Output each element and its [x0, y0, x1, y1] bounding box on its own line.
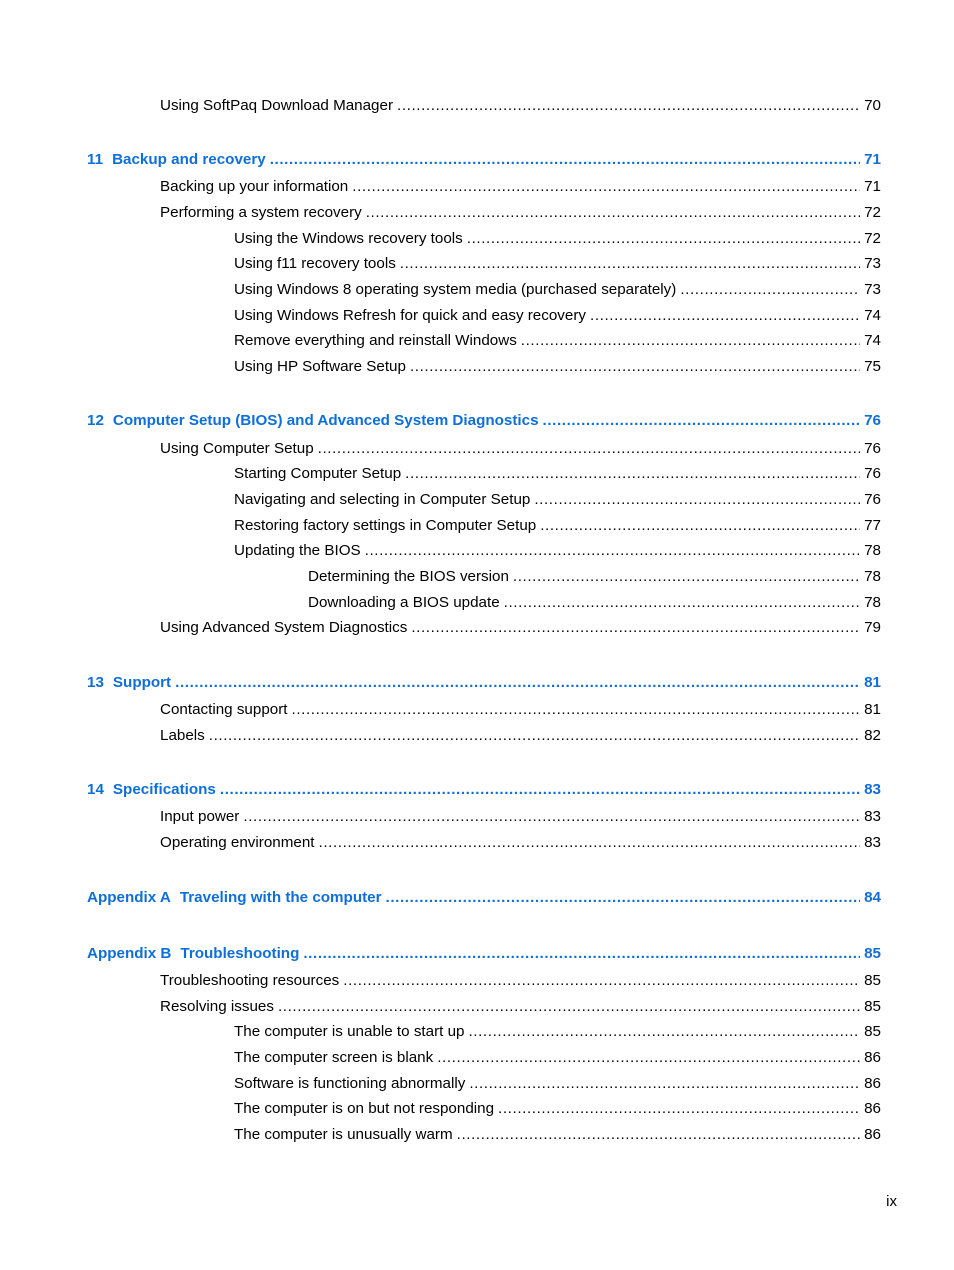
toc-entry[interactable]	[234, 1125, 881, 1145]
toc-page-number: 85	[864, 998, 881, 1015]
toc-entry[interactable]	[234, 331, 881, 351]
toc-entry[interactable]	[160, 700, 881, 720]
toc-entry[interactable]	[234, 464, 881, 484]
toc-dot-leader	[343, 971, 860, 991]
toc-entry-title: The computer is unusually warm	[234, 1126, 453, 1143]
toc-entry[interactable]	[160, 439, 881, 459]
toc-dot-leader	[534, 490, 860, 510]
toc-dot-leader	[411, 618, 860, 638]
toc-page-number: 85	[864, 1023, 881, 1040]
toc-entry-title: Contacting support	[160, 701, 288, 718]
page-folio: ix	[886, 1193, 897, 1210]
toc-entry-title: Downloading a BIOS update	[308, 594, 500, 611]
toc-page-number: 77	[864, 517, 881, 534]
toc-appendix-number: Appendix B	[87, 945, 172, 962]
toc-entry-title: Navigating and selecting in Computer Setup	[234, 491, 531, 508]
toc-entry[interactable]	[160, 997, 881, 1017]
toc-entry[interactable]	[160, 971, 881, 991]
toc-page-number: 83	[864, 781, 881, 798]
toc-dot-leader	[397, 96, 860, 116]
toc-entry[interactable]	[160, 726, 881, 746]
toc-page-number: 78	[864, 568, 881, 585]
toc-entry-title: Resolving issues	[160, 998, 274, 1015]
toc-entry-title: Using Windows 8 operating system media (purchased separately)	[234, 281, 677, 298]
toc-page-number: 82	[864, 727, 881, 744]
toc-entry[interactable]	[234, 1099, 881, 1119]
toc-entry-title: Input power	[160, 808, 240, 825]
toc-chapter-link[interactable]	[87, 673, 881, 693]
toc-entry[interactable]	[234, 516, 881, 536]
toc-dot-leader	[209, 726, 860, 746]
toc-entry[interactable]	[308, 593, 881, 613]
toc-page-number: 72	[864, 230, 881, 247]
toc-page-number: 76	[864, 491, 881, 508]
toc-page-number: 85	[864, 945, 881, 962]
toc-page-number: 76	[864, 440, 881, 457]
toc-entry[interactable]	[234, 229, 881, 249]
toc-dot-leader	[175, 673, 860, 693]
toc-dot-leader	[220, 780, 860, 800]
toc-entry-title: Using Advanced System Diagnostics	[160, 619, 408, 636]
toc-entry[interactable]	[234, 306, 881, 326]
toc-dot-leader	[292, 700, 861, 720]
toc-entry-title: Using Windows Refresh for quick and easy recovery	[234, 307, 586, 324]
toc-dot-leader	[457, 1125, 860, 1145]
toc-entry-title: Determining the BIOS version	[308, 568, 509, 585]
toc-dot-leader	[467, 229, 860, 249]
toc-entry-title: Updating the BIOS	[234, 542, 361, 559]
toc-entry[interactable]	[160, 177, 881, 197]
toc-page-number: 71	[864, 151, 881, 168]
toc-page-number: 74	[864, 332, 881, 349]
toc-dot-leader	[513, 567, 860, 587]
toc-entry-title: The computer is unable to start up	[234, 1023, 465, 1040]
toc-appendix-link[interactable]	[87, 944, 881, 964]
toc-chapter-number: 12	[87, 412, 104, 429]
toc-entry-title: Backing up your information	[160, 178, 349, 195]
toc-entry[interactable]	[160, 203, 881, 223]
toc-entry-title: Remove everything and reinstall Windows	[234, 332, 517, 349]
toc-appendix-link[interactable]	[87, 888, 881, 908]
toc-page-number: 81	[864, 701, 881, 718]
toc-dot-leader	[521, 331, 860, 351]
toc-dot-leader	[543, 411, 861, 431]
toc-chapter-number: 11	[87, 151, 104, 168]
toc-entry[interactable]	[234, 254, 881, 274]
toc-chapter-link[interactable]	[87, 150, 881, 170]
toc-dot-leader	[504, 593, 860, 613]
toc-appendix-title: Troubleshooting	[180, 945, 300, 962]
toc-entry-title: Troubleshooting resources	[160, 972, 340, 989]
toc-dot-leader	[270, 150, 860, 170]
toc-page-number: 76	[864, 465, 881, 482]
toc-entry[interactable]	[234, 1048, 881, 1068]
toc-page-number: 86	[864, 1075, 881, 1092]
toc-chapter-number: 14	[87, 781, 104, 798]
toc-chapter-title: Computer Setup (BIOS) and Advanced System Diagnostics	[112, 412, 539, 429]
toc-page-number: 76	[864, 412, 881, 429]
toc-dot-leader	[498, 1099, 860, 1119]
toc-page-number: 85	[864, 972, 881, 989]
toc-page-number: 72	[864, 204, 881, 221]
toc-entry-title: Software is functioning abnormally	[234, 1075, 466, 1092]
toc-page-number: 78	[864, 542, 881, 559]
toc-entry-title: Operating environment	[160, 834, 315, 851]
toc-dot-leader	[405, 464, 860, 484]
toc-chapter-link[interactable]	[87, 411, 881, 431]
toc-dot-leader	[680, 280, 860, 300]
toc-entry-title: Using HP Software Setup	[234, 358, 406, 375]
toc-page-number: 84	[864, 889, 881, 906]
toc-entry[interactable]	[234, 541, 881, 561]
toc-entry[interactable]	[160, 96, 881, 116]
toc-entry[interactable]	[160, 833, 881, 853]
toc-appendix-number: Appendix A	[87, 889, 171, 906]
toc-entry-title: Restoring factory settings in Computer Setup	[234, 517, 537, 534]
toc-dot-leader	[590, 306, 860, 326]
toc-dot-leader	[352, 177, 860, 197]
toc-page-number: 74	[864, 307, 881, 324]
toc-dot-leader	[437, 1048, 860, 1068]
toc-page-number: 71	[864, 178, 881, 195]
toc-page-number: 70	[864, 97, 881, 114]
toc-entry[interactable]	[160, 618, 881, 638]
toc-page-number: 81	[864, 674, 881, 691]
toc-entry-title: Using Computer Setup	[160, 440, 314, 457]
toc-dot-leader	[278, 997, 860, 1017]
toc-dot-leader	[400, 254, 860, 274]
toc-dot-leader	[365, 541, 860, 561]
toc-page-number: 73	[864, 255, 881, 272]
toc-page-number: 73	[864, 281, 881, 298]
toc-dot-leader	[386, 888, 861, 908]
toc-entry[interactable]	[160, 807, 881, 827]
toc-page-number: 75	[864, 358, 881, 375]
toc-page-number: 79	[864, 619, 881, 636]
toc-entry[interactable]	[234, 357, 881, 377]
toc-entry-title: Performing a system recovery	[160, 204, 362, 221]
toc-chapter-title: Backup and recovery	[112, 151, 266, 168]
toc-entry-title: Using f11 recovery tools	[234, 255, 396, 272]
toc-page-number: 86	[864, 1049, 881, 1066]
toc-dot-leader	[243, 807, 860, 827]
toc-entry-title: The computer screen is blank	[234, 1049, 434, 1066]
toc-entry-title: The computer is on but not responding	[234, 1100, 495, 1117]
toc-entry[interactable]	[234, 1022, 881, 1042]
toc-page-number: 83	[864, 834, 881, 851]
toc-page-number: 78	[864, 594, 881, 611]
toc-dot-leader	[468, 1022, 860, 1042]
toc-entry-title: Labels	[160, 727, 205, 744]
toc-entry-title: Starting Computer Setup	[234, 465, 402, 482]
toc-entry[interactable]	[234, 490, 881, 510]
toc-chapter-title: Support	[112, 674, 172, 691]
toc-page-number: 83	[864, 808, 881, 825]
toc-dot-leader	[318, 439, 860, 459]
toc-dot-leader	[469, 1074, 860, 1094]
toc-chapter-number: 13	[87, 674, 104, 691]
toc-dot-leader	[366, 203, 860, 223]
toc-chapter-title: Specifications	[112, 781, 216, 798]
toc-entry-title: Using SoftPaq Download Manager	[160, 97, 394, 114]
toc-entry[interactable]	[308, 567, 881, 587]
toc-entry[interactable]	[234, 280, 881, 300]
toc-dot-leader	[303, 944, 860, 964]
toc-page-number: 86	[864, 1100, 881, 1117]
toc-entry[interactable]	[234, 1074, 881, 1094]
toc-appendix-title: Traveling with the computer	[179, 889, 382, 906]
toc-dot-leader	[410, 357, 860, 377]
toc-dot-leader	[540, 516, 860, 536]
toc-dot-leader	[319, 833, 861, 853]
toc-page-number: 86	[864, 1126, 881, 1143]
toc-entry-title: Using the Windows recovery tools	[234, 230, 463, 247]
toc-chapter-link[interactable]	[87, 780, 881, 800]
